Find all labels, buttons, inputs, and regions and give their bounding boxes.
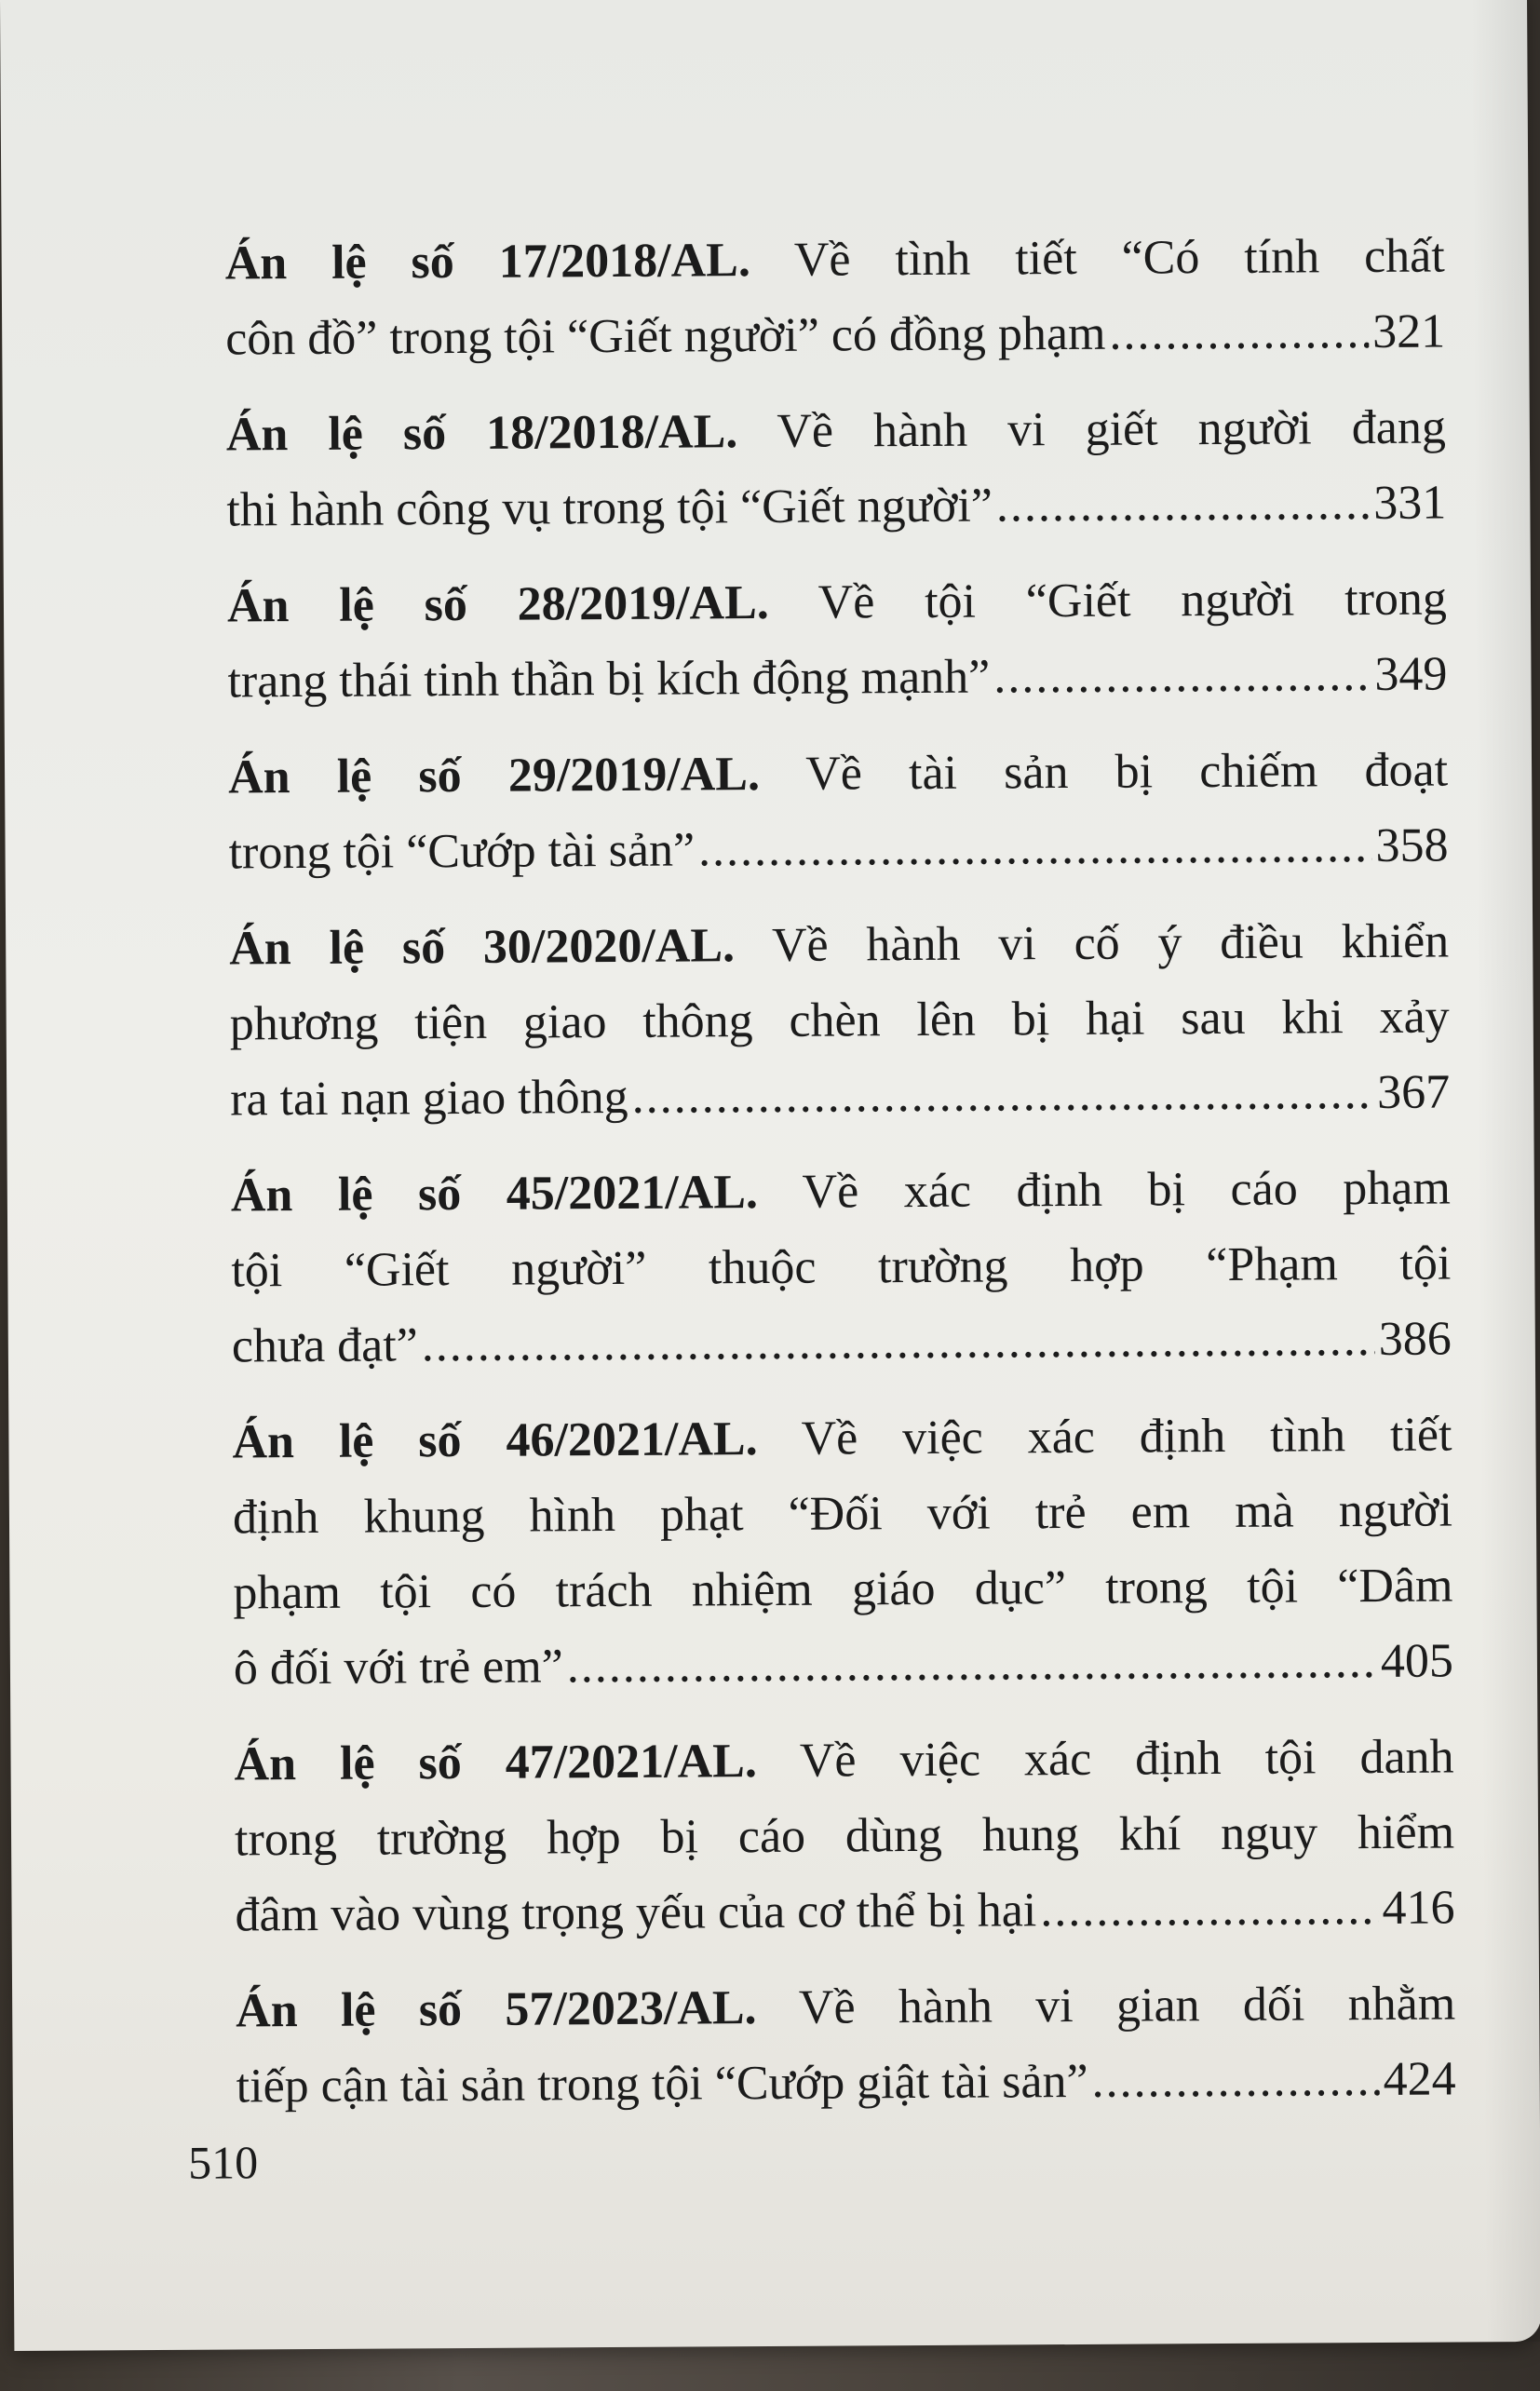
toc-page-number: 405 bbox=[1380, 1634, 1454, 1688]
precedent-number: Án lệ số 45/2021/AL. bbox=[230, 1166, 759, 1223]
precedent-title-start: Về việc xác định tội danh bbox=[756, 1730, 1454, 1789]
precedent-number: Án lệ số 57/2023/AL. bbox=[236, 1981, 757, 2038]
toc-entry-first-line bbox=[234, 1719, 1453, 1802]
toc-entry-first-line bbox=[228, 733, 1448, 816]
precedent-number: Án lệ số 18/2018/AL. bbox=[225, 405, 738, 462]
dot-leader bbox=[698, 808, 1372, 887]
toc-page-number: 367 bbox=[1377, 1065, 1451, 1119]
dot-leader bbox=[567, 1624, 1378, 1704]
precedent-title-start: Về hành vi cố ý điều khiển bbox=[734, 914, 1450, 973]
toc-page-number: 358 bbox=[1375, 818, 1449, 872]
toc-entry-first-line bbox=[224, 219, 1444, 302]
precedent-number: Án lệ số 30/2020/AL. bbox=[229, 919, 736, 976]
toc-entry bbox=[228, 733, 1449, 891]
toc-entry-first-line bbox=[226, 390, 1446, 473]
precedent-title-end: ra tai nạn giao thông bbox=[230, 1070, 628, 1127]
dot-leader bbox=[422, 1302, 1376, 1383]
toc-page-number: 331 bbox=[1373, 476, 1447, 530]
dot-leader bbox=[631, 1055, 1373, 1135]
precedent-number: Án lệ số 29/2019/AL. bbox=[227, 748, 761, 804]
dot-leader bbox=[993, 637, 1371, 714]
toc-page-number: 321 bbox=[1372, 304, 1446, 359]
toc-entry-last-line bbox=[235, 1870, 1454, 1952]
dot-leader bbox=[1109, 294, 1369, 371]
precedent-title-end: chưa đạt” bbox=[231, 1318, 418, 1373]
precedent-title-end: tiếp cận tài sản trong tội “Cướp giật tài sản” bbox=[236, 2054, 1088, 2114]
precedent-title-end: ô đối với trẻ em” bbox=[233, 1640, 563, 1695]
toc-page-number: 386 bbox=[1378, 1312, 1452, 1366]
precedent-title-end: trạng thái tinh thần bị kích động mạnh” bbox=[227, 650, 991, 709]
precedent-title-start: Về tình tiết “Có tính chất bbox=[750, 229, 1445, 288]
toc-entry bbox=[226, 390, 1447, 548]
precedent-number: Án lệ số 17/2018/AL. bbox=[224, 234, 751, 290]
toc-entry-first-line bbox=[236, 1965, 1455, 2048]
toc-entry-last-line bbox=[234, 1623, 1453, 1706]
precedent-title-end: trong tội “Cướp tài sản” bbox=[228, 823, 696, 880]
toc-entry-first-line bbox=[227, 561, 1447, 644]
page-number: 510 bbox=[188, 2136, 259, 2189]
page-edge-shadow bbox=[1471, 0, 1540, 2342]
toc-page-number: 416 bbox=[1382, 1881, 1455, 1935]
toc-entry-last-line bbox=[225, 294, 1445, 377]
toc-entry bbox=[229, 904, 1450, 1138]
precedent-title-line: định khung hình phạt “Đối với trẻ em mà người bbox=[232, 1483, 1453, 1545]
precedent-title-end: thi hành công vụ trong tội “Giết người” bbox=[226, 479, 993, 537]
precedent-title-line: phương tiện giao thông chèn lên bị hại sau khi xảy bbox=[229, 990, 1450, 1051]
toc-entry bbox=[231, 1151, 1452, 1385]
toc-page-number: 349 bbox=[1374, 647, 1448, 701]
toc-entry-last-line bbox=[226, 466, 1446, 548]
precedent-title-start: Về tội “Giết người trong bbox=[768, 572, 1448, 629]
precedent-title-line: trong trường hợp bị cáo dùng hung khí nguy hiểm bbox=[234, 1805, 1455, 1867]
precedent-title-start: Về việc xác định tình tiết bbox=[757, 1408, 1452, 1466]
dot-leader bbox=[1040, 1871, 1379, 1948]
toc-page-number: 424 bbox=[1383, 2052, 1456, 2106]
precedent-number: Án lệ số 47/2021/AL. bbox=[234, 1735, 758, 1791]
toc-entry-first-line bbox=[231, 1151, 1451, 1234]
toc-entry bbox=[234, 1719, 1454, 1952]
precedent-title-line: phạm tội có trách nhiệm giáo dục” trong tội “Dâm bbox=[233, 1559, 1453, 1620]
toc-entry-last-line bbox=[236, 2041, 1455, 2124]
precedent-title-start: Về hành vi giết người đang bbox=[737, 400, 1447, 459]
toc-entry-first-line bbox=[229, 904, 1449, 987]
toc-entry bbox=[224, 219, 1445, 377]
toc-entry-last-line bbox=[230, 1055, 1450, 1138]
precedent-title-start: Về xác định bị cáo phạm bbox=[757, 1161, 1452, 1220]
precedent-number: Án lệ số 28/2019/AL. bbox=[226, 575, 769, 633]
precedent-number: Án lệ số 46/2021/AL. bbox=[232, 1412, 758, 1469]
toc-entry bbox=[227, 561, 1448, 720]
toc-entry bbox=[236, 1965, 1456, 2124]
precedent-title-end: đâm vào vùng trọng yếu của cơ thể bị hại bbox=[235, 1884, 1037, 1942]
toc-entry-last-line bbox=[228, 808, 1448, 891]
toc-entry-first-line bbox=[232, 1398, 1452, 1480]
toc-entry bbox=[232, 1398, 1453, 1707]
toc-entry-last-line bbox=[232, 1302, 1452, 1385]
precedent-title-start: Về tài sản bị chiếm đoạt bbox=[759, 743, 1449, 802]
dot-leader bbox=[1091, 2042, 1380, 2119]
table-of-contents bbox=[224, 219, 1456, 2145]
toc-entry-last-line bbox=[227, 637, 1447, 720]
dot-leader bbox=[996, 466, 1371, 543]
precedent-title-end: côn đồ” trong tội “Giết người” có đồng phạm bbox=[225, 306, 1106, 366]
precedent-title-start: Về hành vi gian dối nhằm bbox=[756, 1977, 1456, 2035]
precedent-title-line: tội “Giết người” thuộc trường hợp “Phạm tội bbox=[231, 1236, 1452, 1298]
